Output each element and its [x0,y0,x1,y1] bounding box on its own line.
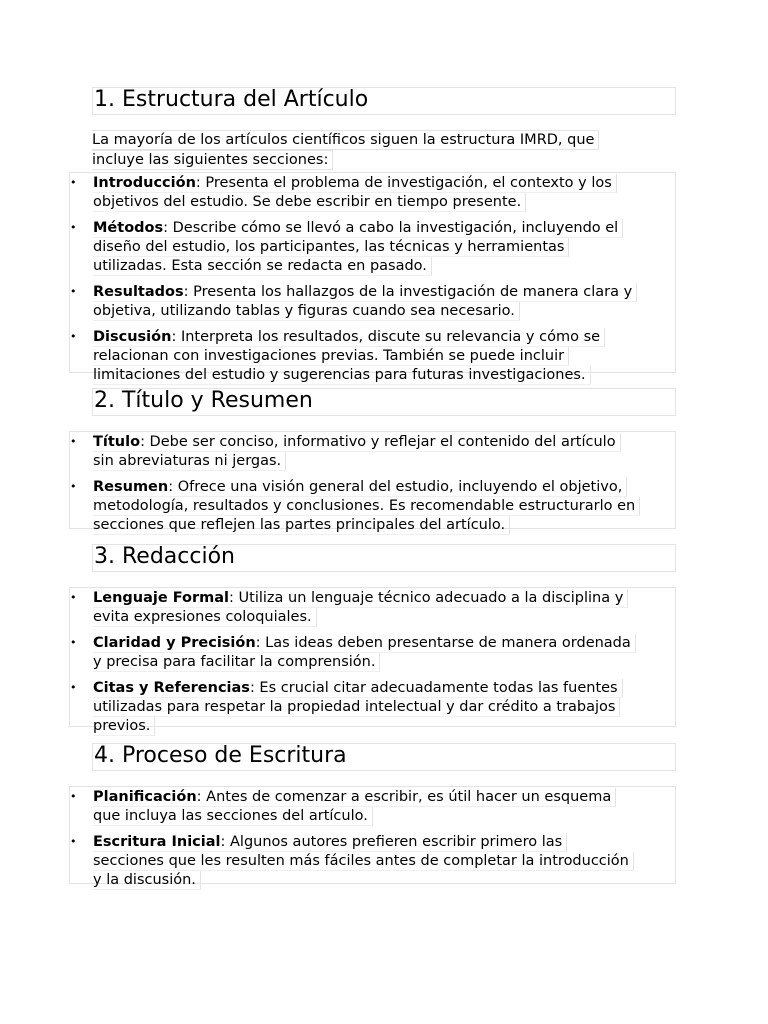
item-text: : Las ideas deben presentarse de manera ordenada [255,635,631,651]
item-text: secciones que reflejen las partes principales del artículo. [93,516,510,535]
item-text: : Es crucial citar adecuadamente todas las fuentes [249,680,618,696]
item-text: sin abreviaturas ni jergas. [93,452,286,471]
item-text: que incluya las secciones del artículo. [93,807,373,826]
item-text: y precisa para facilitar la comprensión. [93,653,380,672]
item-text: : Antes de comenzar a escribir, es útil hacer un esquema [196,789,612,805]
list-item [70,589,675,627]
section-heading-box [92,87,676,115]
section-intro [92,130,638,170]
bullet-icon: • [70,681,77,694]
list-item [70,219,675,276]
item-term: Resumen [93,479,169,495]
item-term: Planificación [93,789,197,805]
section-heading: 4. Proceso de Escritura [94,743,347,768]
bullet-icon: • [70,480,77,493]
list-item [70,634,675,672]
item-text: evita expresiones coloquiales. [93,608,317,627]
bullet-icon: • [70,221,77,234]
item-text: : Presenta el problema de investigación, el contexto y los [195,175,612,191]
item-term: Citas y Referencias [93,680,250,696]
section-heading: 3. Redacción [94,544,235,569]
item-text: limitaciones del estudio y sugerencias para futuras investigaciones. [93,366,591,385]
bullet-list [69,786,676,888]
list-item [70,679,675,736]
item-text: objetivos del estudio. Se debe escribir en tiempo presente. [93,193,526,212]
bullet-list [69,587,676,734]
list-item [70,833,675,890]
list-item [70,174,675,212]
bullet-icon: • [70,285,77,298]
section-heading-box [92,743,676,771]
intro-line: incluye las siguientes secciones: [92,150,333,170]
list-item [70,283,675,321]
list-item [70,328,675,385]
item-text: diseño del estudio, los participantes, las técnicas y herramientas [93,238,569,257]
bullet-icon: • [70,330,77,343]
item-text: previos. [93,717,155,736]
bullet-icon: • [70,176,77,189]
item-text: objetiva, utilizando tablas y figuras cuando sea necesario. [93,302,520,321]
item-term: Título [93,434,141,450]
item-text: : Interpreta los resultados, discute su relevancia y cómo se [171,329,601,345]
item-text: relacionan con investigaciones previas. También se puede incluir [93,347,569,366]
item-text: : Describe cómo se llevó a cabo la investigación, incluyendo el [163,220,619,236]
section-heading: 2. Título y Resumen [94,388,313,413]
item-term: Claridad y Precisión [93,635,256,651]
item-term: Métodos [93,220,164,236]
intro-line: La mayoría de los artículos científicos siguen la estructura IMRD, que [92,130,599,150]
item-text: utilizadas para respetar la propiedad intelectual y dar crédito a trabajos [93,698,620,717]
bullet-icon: • [70,435,77,448]
bullet-icon: • [70,790,77,803]
item-text: utilizadas. Esta sección se redacta en pasado. [93,257,432,276]
bullet-icon: • [70,591,77,604]
item-term: Lenguaje Formal [93,590,230,606]
item-term: Escritura Inicial [93,834,221,850]
section-heading-box [92,544,676,572]
section-heading: 1. Estructura del Artículo [94,87,369,112]
bullet-icon: • [70,835,77,848]
item-text: : Utiliza un lenguaje técnico adecuado a la disciplina y [229,590,624,606]
bullet-list [69,172,676,383]
item-term: Resultados [93,284,184,300]
bullet-icon: • [70,636,77,649]
bullet-list [69,431,676,533]
item-text: y la discusión. [93,871,201,890]
item-term: Introducción [93,175,196,191]
list-item [70,478,675,535]
section-heading-box [92,388,676,416]
list-item [70,433,675,471]
item-text: : Debe ser conciso, informativo y reflejar el contenido del artículo [140,434,616,450]
item-text: : Ofrece una visión general del estudio, incluyendo el objetivo, [168,479,623,495]
item-text: : Presenta los hallazgos de la investigación de manera clara y [183,284,633,300]
item-text: secciones que les resulten más fáciles antes de completar la introducción [93,852,634,871]
item-term: Discusión [93,329,172,345]
list-item [70,788,675,826]
item-text: : Algunos autores prefieren escribir primero las [220,834,563,850]
item-text: metodología, resultados y conclusiones. Es recomendable estructurarlo en [93,497,640,516]
